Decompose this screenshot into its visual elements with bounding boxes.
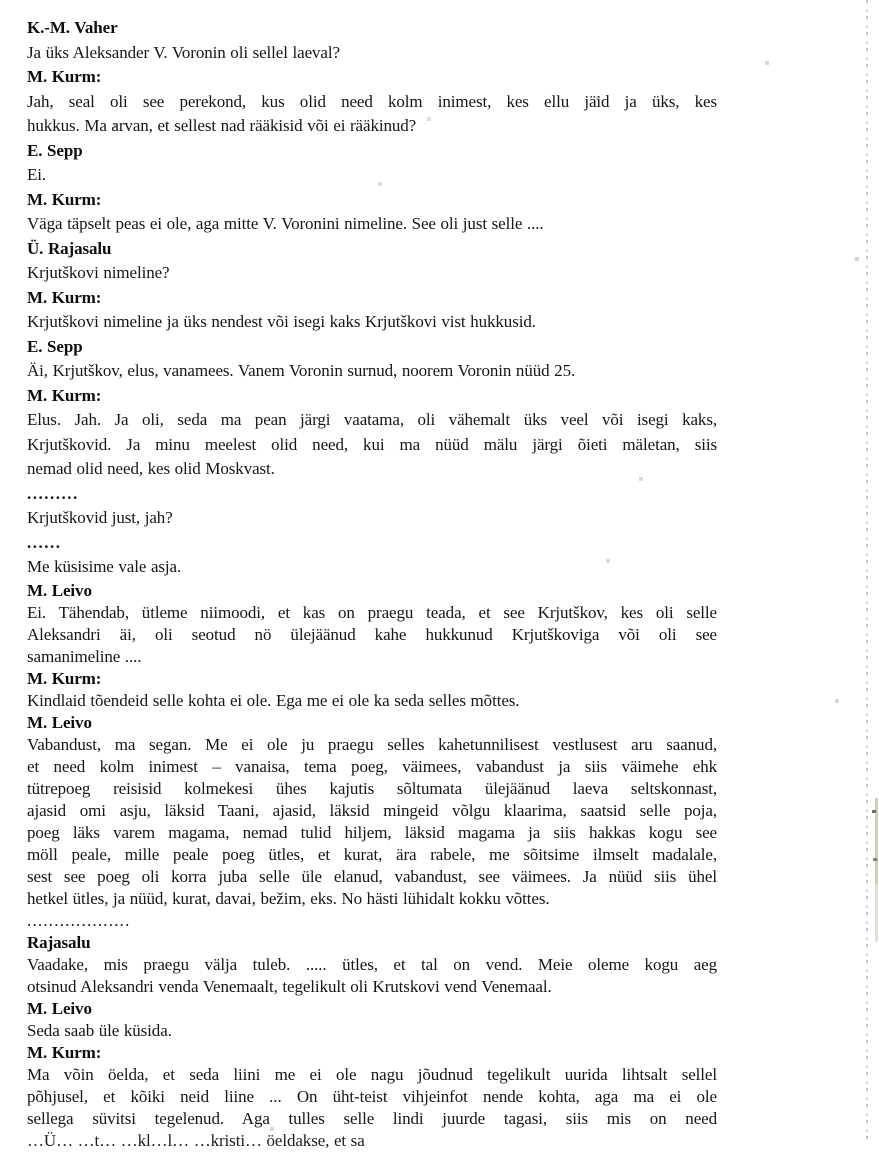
scan-artifact-noise-specks — [0, 0, 2, 2]
paragraph-line: poeg läks varem magama, nemad tulid hiljem, läksid magama ja siis hakkas kogu see — [27, 822, 717, 842]
omission-dots: ...... — [27, 532, 62, 552]
paragraph-line: samanimeline .... — [27, 646, 142, 666]
paragraph-line: Väga täpselt peas ei ole, aga mitte V. Voronini nimeline. See oli just selle .... — [27, 214, 544, 233]
paragraph-line: tütrepoeg reisisid kolmekesi ühes kajutis sõltumata ülejäänud laeva seltskonnast, — [27, 778, 717, 798]
paragraph-line: otsinud Aleksandri venda Venemaalt, tegelikult oli Krutskovi vend Venemaal. — [27, 976, 552, 996]
speaker-name: M. Kurm: — [27, 67, 102, 86]
paragraph-line: Äi, Krjutškov, elus, vanamees. Vanem Voronin surnud, noorem Voronin nüüd 25. — [27, 361, 576, 380]
transcript-section-lower — [27, 580, 717, 1152]
speaker-name: M. Kurm: — [27, 385, 102, 405]
paragraph-line: Jah, seal oli see perekond, kus olid need kolm inimest, kes ellu jäid ja üks, kes — [27, 91, 717, 111]
paragraph-line: Elus. Jah. Ja oli, seda ma pean järgi vaatama, oli vähemalt üks veel või isegi kaks, — [27, 410, 717, 429]
paragraph-line: ajasid omi asju, läksid Taani, ajasid, läksid mingeid võlgu klaarima, saatsid selle poja, — [27, 800, 717, 820]
speaker-name: M. Kurm: — [27, 287, 102, 307]
paragraph-line: möll peale, mille peale poeg ütles, et kurat, ära rabele, me sõitsime ilmselt madalale, — [27, 844, 717, 864]
speaker-name: K.-M. Vaher — [27, 18, 118, 37]
paragraph-line: Krjutškovi nimeline? — [27, 263, 170, 282]
paragraph-line: Ma võin öelda, et seda liini me ei ole nagu jõudnud tegelikult uurida lihtsalt sellel — [27, 1064, 717, 1084]
paragraph-line: Vabandust, ma segan. Me ei ole ju praegu selles kahetunnilisest vestlusest aru saanud, — [27, 734, 717, 754]
transcript-section-upper — [27, 16, 717, 580]
paragraph-line: Me küsisime vale asja. — [27, 557, 182, 576]
paragraph-line: Vaadake, mis praegu välja tuleb. ..... ütles, et tal on vend. Meie oleme kogu aeg — [27, 954, 717, 974]
speaker-name: E. Sepp — [27, 140, 83, 160]
paragraph-line: Kindlaid tõendeid selle kohta ei ole. Ega me ei ole ka seda selles mõttes. — [27, 690, 520, 710]
omission-dots: ................... — [27, 910, 131, 930]
scan-artifact-tan-line-lower — [875, 884, 878, 942]
paragraph-line: nemad olid need, kes olid Moskvast. — [27, 459, 275, 478]
speaker-name: M. Leivo — [27, 580, 92, 600]
speaker-name: M. Leivo — [27, 998, 92, 1018]
paragraph-line: hetkel ütles, ja nüüd, kurat, davai, bežim, eks. No hästi lühidalt kokku võttes. — [27, 888, 550, 908]
speaker-name: Rajasalu — [27, 932, 91, 952]
paragraph-line: Ei. — [27, 165, 47, 184]
paragraph-line: Aleksandri äi, oli seotud nö ülejäänud kahe hukkunud Krjutškoviga või oli see — [27, 624, 717, 644]
clipped-bottom-line: …Ü… …t… …kl…l… …kristi… öeldakse, et sa — [27, 1130, 365, 1150]
paragraph-line: sest see poeg oli korra juba selle üle elanud, vabandust, see väimees. Ja nüüd siis ühel — [27, 866, 717, 886]
omission-dots: ......... — [27, 483, 79, 503]
paragraph-line: Krjutškovi nimeline ja üks nendest või isegi kaks Krjutškovi vist hukkusid. — [27, 312, 536, 331]
paragraph-line: sellega süvitsi tegelenud. Aga tulles selle lindi juurde tagasi, siis mis on need — [27, 1108, 717, 1128]
speaker-name: M. Leivo — [27, 712, 92, 732]
paragraph-line: et need kolm inimest – vanaisa, tema poeg, väimees, vabandust ja siis väimehe ehk — [27, 756, 717, 776]
paragraph-line: hukkus. Ma arvan, et sellest nad rääkisid või ei rääkinud? — [27, 116, 417, 135]
paragraph-line: põhjusel, et kõiki neid liine ... On üht-teist vihjeinfot nende kohta, aga ma ei ole — [27, 1086, 717, 1106]
paragraph-line: Ei. Tähendab, ütleme niimoodi, et kas on praegu teada, et see Krjutškov, kes oli selle — [27, 602, 717, 622]
transcript-text-column — [27, 16, 717, 1152]
speaker-name: E. Sepp — [27, 336, 83, 356]
paragraph-line: Krjutškovid. Ja minu meelest olid need, kui ma nüüd mälu järgi õieti mäletan, siis — [27, 434, 717, 454]
speaker-name: M. Kurm: — [27, 189, 102, 209]
scan-artifact-dark-speck — [873, 858, 877, 861]
paragraph-line: Krjutškovid just, jah? — [27, 508, 173, 527]
scan-artifact-dark-speck — [872, 810, 876, 813]
paragraph-line: Seda saab üle küsida. — [27, 1020, 172, 1040]
speaker-name: Ü. Rajasalu — [27, 238, 112, 258]
speaker-name: M. Kurm: — [27, 1042, 102, 1062]
speaker-name: M. Kurm: — [27, 668, 102, 688]
scan-artifact-tan-line-upper — [875, 798, 878, 884]
scan-artifact-right-dashed-line — [866, 0, 868, 1141]
paragraph-line: Ja üks Aleksander V. Voronin oli sellel laeval? — [27, 42, 340, 62]
